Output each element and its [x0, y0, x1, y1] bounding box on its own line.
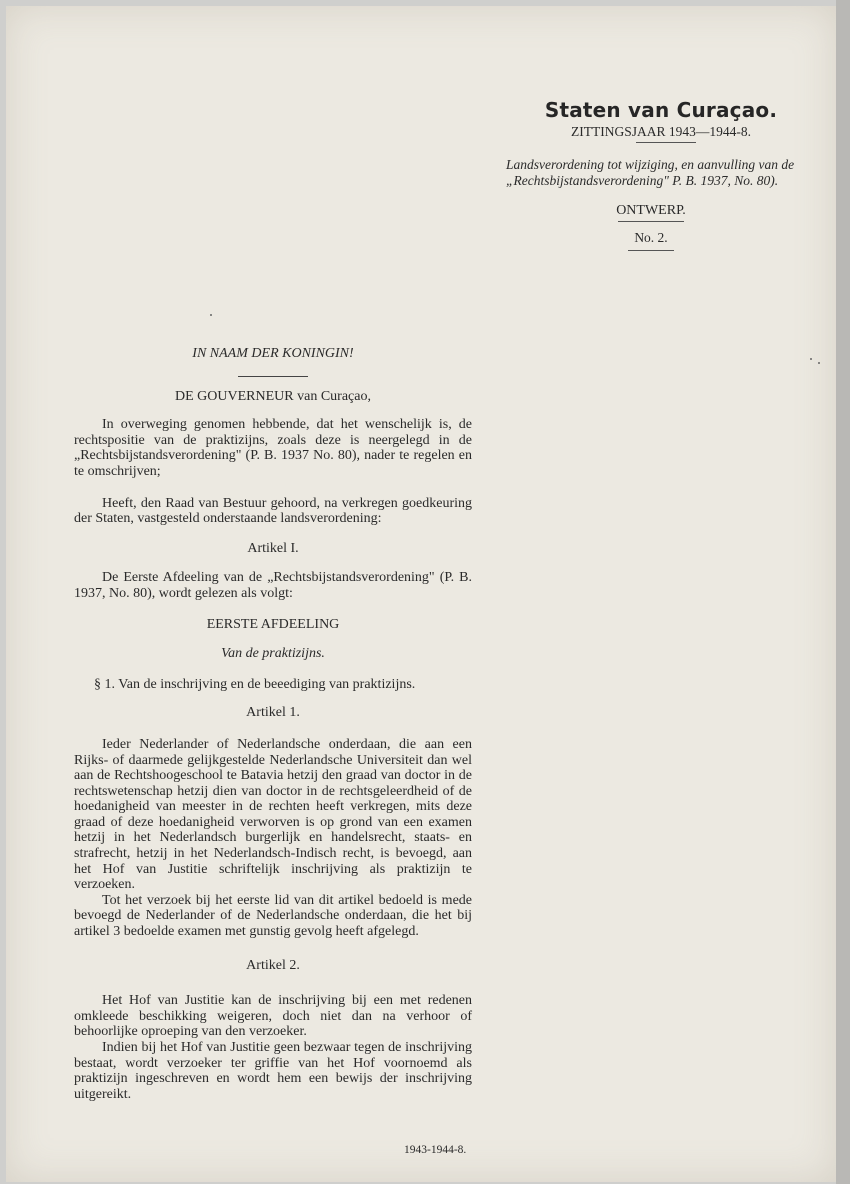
artikel-2-paragraph-1: Het Hof van Justitie kan de inschrijving bij een met redenen omkleede beschikking weigeren, doch niet dan na verhoor of behoorlijke oproeping van den verzoeker. [74, 993, 472, 1040]
artikel-2-heading: Artikel 2. [246, 957, 300, 973]
artikel-2-paragraph-2: Indien bij het Hof van Justitie geen bezwaar tegen de inschrijving bestaat, wordt verzoeker ter griffie van het Hof voornoemd als praktizijn ingeschreven en wordt hem een bewijs der inschrijving uitgereikt. [74, 1040, 472, 1102]
scan-speck [810, 358, 812, 360]
header-rule [636, 142, 696, 143]
scan-speck [818, 362, 820, 364]
preamble-heard: Heeft, den Raad van Bestuur gehoord, na verkregen goedkeuring der Staten, vastgesteld onderstaande landsverordening: [74, 495, 472, 527]
invocation: IN NAAM DER KONINGIN! [192, 346, 354, 361]
header-session: ZITTINGSJAAR 1943—1944-8. [571, 124, 751, 139]
header-rule [628, 250, 674, 251]
document-body [74, 346, 472, 1102]
artikel-1-heading: Artikel 1. [246, 705, 300, 721]
header-rule [618, 221, 684, 222]
preamble-considering: In overweging genomen hebbende, dat het wenschelijk is, de rechtspositie van de praktizijns, zoals deze is neergelegd in de „Rechtsbijstandsverordening" (P. B. 1937 No. 80), nader te regelen en te omschrijven; [74, 417, 472, 479]
document-header [496, 98, 806, 251]
artikel-I-text: De Eerste Afdeeling van de „Rechtsbijstandsverordening" (P. B. 1937, No. 80), wordt gelezen als volgt: [74, 570, 472, 601]
header-number: No. 2. [634, 230, 668, 245]
artikel-1-paragraph-2: Tot het verzoek bij het eerste lid van dit artikel bedoeld is mede bevoegd de Nederlander of de Nederlandsche onderdaan, die het bij artikel 3 bedoelde examen met gunstig gevolg heeft afgelegd. [74, 892, 472, 940]
section-heading: EERSTE AFDEELING [206, 616, 340, 632]
scan-speck [210, 314, 212, 316]
header-title: Staten van Curaçao. [544, 98, 778, 122]
document-page [6, 6, 836, 1182]
header-subject: Landsverordening tot wijziging, en aanvulling van de „Rechtsbijstandsverordening" P. B. 1937, No. 80). [506, 157, 795, 188]
paragraph-heading: § 1. Van de inschrijving en de beeediging van praktizijns. [94, 676, 416, 692]
section-subtitle: Van de praktizijns. [221, 646, 325, 662]
artikel-I-heading: Artikel I. [247, 540, 299, 556]
header-draft-label: ONTWERP. [616, 203, 686, 218]
governor-line: DE GOUVERNEUR van Curaçao, [175, 388, 371, 404]
artikel-1-paragraph-1: Ieder Nederlander of Nederlandsche onderdaan, die aan een Rijks- of daarmede gelijkgestelde Nederlandsche Universiteit dan wel aan de Rechtshoogeschool te Batavia hetzij den graad van doctor in de rechtswetenschap hetzij dien van doctor in de rechtsgeleerdheid of de hoedanigheid van meester in de rechten heeft verkregen, mits deze graad of deze hoedanigheid verworven is op grond van een examen hetzij in het Nederlandsch burgerlijk en handelsrecht, staats- en strafrecht, hetzij in het Nederlandsch-Indisch recht, is bevoegd, aan het Hof van Justitie schriftelijk inschrijving als praktizijn te verzoeken. [74, 736, 472, 893]
divider [238, 376, 308, 377]
page-footer-code: 1943-1944-8. [404, 1144, 467, 1156]
scan-edge [836, 0, 850, 1184]
